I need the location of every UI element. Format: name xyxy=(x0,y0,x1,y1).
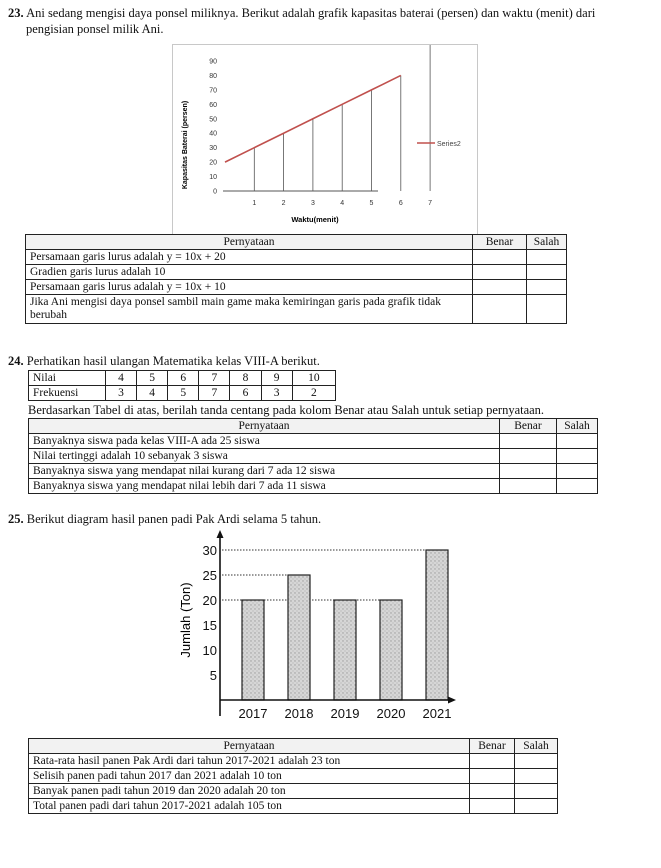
q25-row-4-benar[interactable] xyxy=(470,799,515,814)
q25-row-1-statement: Rata-rata hasil panen Pak Ardi dari tahun 2017-2021 adalah 23 ton xyxy=(29,754,470,769)
q24-header-benar: Benar xyxy=(500,419,557,434)
q25-statement-table xyxy=(28,738,558,814)
line-x-tick-label: 3 xyxy=(310,200,315,207)
nilai-cell: 9 xyxy=(261,371,292,386)
bar-chart-bars xyxy=(242,550,448,700)
q24-frequency-table xyxy=(28,370,336,401)
bar-x-tick-label: 2019 xyxy=(330,706,360,721)
nilai-cell: 8 xyxy=(230,371,261,386)
q23-row-4-benar[interactable] xyxy=(473,295,527,324)
bar-chart-y-axis-title: Jumlah (Ton) xyxy=(178,582,193,658)
q23-row-4-statement: Jika Ani mengisi daya ponsel sambil main game maka kemiringan garis pada grafik tidak berubah xyxy=(26,295,473,324)
y-axis-arrow xyxy=(217,530,224,538)
line-y-tick-label: 40 xyxy=(209,130,217,138)
line-chart-x-axis-title: Waktu(menit) xyxy=(291,215,339,224)
nilai-cell: 4 xyxy=(106,371,137,386)
bar-y-tick-label: 30 xyxy=(202,543,217,558)
q25-row-3-salah[interactable] xyxy=(515,784,558,799)
bar-2017 xyxy=(242,600,264,700)
bar-x-tick-label: 2021 xyxy=(422,706,452,721)
line-y-tick-label: 60 xyxy=(209,101,217,109)
line-chart-svg xyxy=(173,45,477,235)
q25-row-3-statement: Banyak panen padi tahun 2019 dan 2020 adalah 20 ton xyxy=(29,784,470,799)
nilai-cell: 7 xyxy=(199,371,230,386)
line-x-tick-label: 6 xyxy=(398,200,403,207)
q23-row-2-benar[interactable] xyxy=(473,265,527,280)
bar-chart-y-axis xyxy=(203,543,217,683)
q24-row-4-benar[interactable] xyxy=(500,479,557,494)
q25-header-salah: Salah xyxy=(515,739,558,754)
q24-row-2-salah[interactable] xyxy=(557,449,598,464)
q23-row-1-statement: Persamaan garis lurus adalah y = 10x + 20 xyxy=(26,250,473,265)
q24-row-4-statement: Banyaknya siswa yang mendapat nilai lebih dari 7 ada 11 siswa xyxy=(29,479,500,494)
q23-header-benar: Benar xyxy=(473,235,527,250)
q25-row-4-statement: Total panen padi dari tahun 2017-2021 adalah 105 ton xyxy=(29,799,470,814)
question-25-intro: Berikut diagram hasil panen padi Pak Ardi selama 5 tahun. xyxy=(26,512,322,526)
q23-row-1-salah[interactable] xyxy=(527,250,567,265)
line-chart-y-axis xyxy=(209,59,217,196)
frekuensi-cell: 2 xyxy=(292,386,335,401)
q23-row-2-salah[interactable] xyxy=(527,265,567,280)
line-y-tick-label: 70 xyxy=(209,87,217,95)
q25-row-3-benar[interactable] xyxy=(470,784,515,799)
line-x-tick-label: 1 xyxy=(252,200,257,207)
line-y-tick-label: 30 xyxy=(209,145,217,153)
q23-row-4-salah[interactable] xyxy=(527,295,567,324)
bar-y-tick-label: 20 xyxy=(202,593,217,608)
q24-row-1-salah[interactable] xyxy=(557,434,598,449)
q25-row-1-benar[interactable] xyxy=(470,754,515,769)
q24-row-3-benar[interactable] xyxy=(500,464,557,479)
line-x-tick-label: 7 xyxy=(428,200,433,207)
bar-x-tick-label: 2018 xyxy=(284,706,314,721)
battery-line-chart xyxy=(172,44,478,236)
frekuensi-cell: 6 xyxy=(230,386,261,401)
bar-y-tick-label: 10 xyxy=(202,643,217,658)
bar-chart-x-axis xyxy=(239,706,452,721)
question-25-number: 25. xyxy=(8,512,24,526)
bar-x-tick-label: 2017 xyxy=(238,706,268,721)
frekuensi-cell: 7 xyxy=(199,386,230,401)
q25-row-2-benar[interactable] xyxy=(470,769,515,784)
q23-header-statement: Pernyataan xyxy=(26,235,473,250)
q24-row-1-benar[interactable] xyxy=(500,434,557,449)
nilai-cell: 6 xyxy=(168,371,199,386)
question-23-text xyxy=(8,6,658,21)
line-y-tick-label: 0 xyxy=(213,188,217,196)
line-x-tick-label: 2 xyxy=(281,200,286,207)
freq-row2-label: Frekuensi xyxy=(29,386,106,401)
nilai-cell: 10 xyxy=(292,371,335,386)
question-23-number: 23. xyxy=(8,6,24,20)
frekuensi-cell: 3 xyxy=(106,386,137,401)
bar-chart-svg xyxy=(170,528,470,730)
line-y-tick-label: 80 xyxy=(209,72,217,80)
line-x-tick-label: 5 xyxy=(369,200,374,207)
q23-row-2-statement: Gradien garis lurus adalah 10 xyxy=(26,265,473,280)
line-chart-y-axis-title: Kapasitas Baterai (persen) xyxy=(182,100,189,190)
q23-header-salah: Salah xyxy=(527,235,567,250)
q25-header-benar: Benar xyxy=(470,739,515,754)
q23-row-3-benar[interactable] xyxy=(473,280,527,295)
line-chart-drop-lines xyxy=(254,45,430,191)
line-y-tick-label: 20 xyxy=(209,159,217,167)
bar-x-tick-label: 2020 xyxy=(376,706,406,721)
frekuensi-cell: 3 xyxy=(261,386,292,401)
legend-series2: Series2 xyxy=(437,141,461,148)
x-axis-arrow xyxy=(448,697,456,704)
line-y-tick-label: 90 xyxy=(209,58,217,66)
q24-header-salah: Salah xyxy=(557,419,598,434)
bar-2019 xyxy=(334,600,356,700)
bar-chart-guides xyxy=(222,550,426,600)
q24-statement-table xyxy=(28,418,598,494)
q25-row-1-salah[interactable] xyxy=(515,754,558,769)
question-23-line1: Ani sedang mengisi daya ponsel miliknya. Berikut adalah grafik kapasitas baterai (persen) dan waktu (menit) dari xyxy=(26,6,596,20)
question-23-line2: pengisian ponsel milik Ani. xyxy=(26,22,164,36)
question-24-text xyxy=(8,354,320,369)
freq-row1-label: Nilai xyxy=(29,371,106,386)
q24-row-3-salah[interactable] xyxy=(557,464,598,479)
q24-instruction: Berdasarkan Tabel di atas, berilah tanda centang pada kolom Benar atau Salah untuk setiap pernyataan. xyxy=(28,403,545,417)
line-x-tick-label: 4 xyxy=(340,200,345,207)
q24-row-2-benar[interactable] xyxy=(500,449,557,464)
q25-row-2-statement: Selisih panen padi tahun 2017 dan 2021 adalah 10 ton xyxy=(29,769,470,784)
bar-y-tick-label: 25 xyxy=(202,568,217,583)
frekuensi-cell: 5 xyxy=(168,386,199,401)
q25-header-statement: Pernyataan xyxy=(29,739,470,754)
q24-row-2-statement: Nilai tertinggi adalah 10 sebanyak 3 siswa xyxy=(29,449,500,464)
q23-row-3-salah[interactable] xyxy=(527,280,567,295)
q24-row-1-statement: Banyaknya siswa pada kelas VIII-A ada 25 siswa xyxy=(29,434,500,449)
bar-y-tick-label: 5 xyxy=(209,668,217,683)
bar-y-tick-label: 15 xyxy=(202,618,217,633)
q24-header-statement: Pernyataan xyxy=(29,419,500,434)
q25-row-2-salah[interactable] xyxy=(515,769,558,784)
line-y-tick-label: 50 xyxy=(209,116,217,124)
q25-row-4-salah[interactable] xyxy=(515,799,558,814)
bar-2020 xyxy=(380,600,402,700)
question-24-number: 24. xyxy=(8,354,24,368)
q24-row-4-salah[interactable] xyxy=(557,479,598,494)
q23-statement-table xyxy=(25,234,567,324)
question-24-intro: Perhatikan hasil ulangan Matematika kelas VIII-A berikut. xyxy=(26,354,320,368)
question-25-text xyxy=(8,512,321,527)
bar-2021 xyxy=(426,550,448,700)
q23-row-3-statement: Persamaan garis lurus adalah y = 10x + 10 xyxy=(26,280,473,295)
q24-row-3-statement: Banyaknya siswa yang mendapat nilai kurang dari 7 ada 12 siswa xyxy=(29,464,500,479)
q23-row-1-benar[interactable] xyxy=(473,250,527,265)
nilai-cell: 5 xyxy=(137,371,168,386)
harvest-bar-chart xyxy=(170,528,470,730)
bar-2018 xyxy=(288,575,310,700)
line-y-tick-label: 10 xyxy=(209,174,217,182)
frekuensi-cell: 4 xyxy=(137,386,168,401)
line-chart-x-axis xyxy=(252,200,432,207)
